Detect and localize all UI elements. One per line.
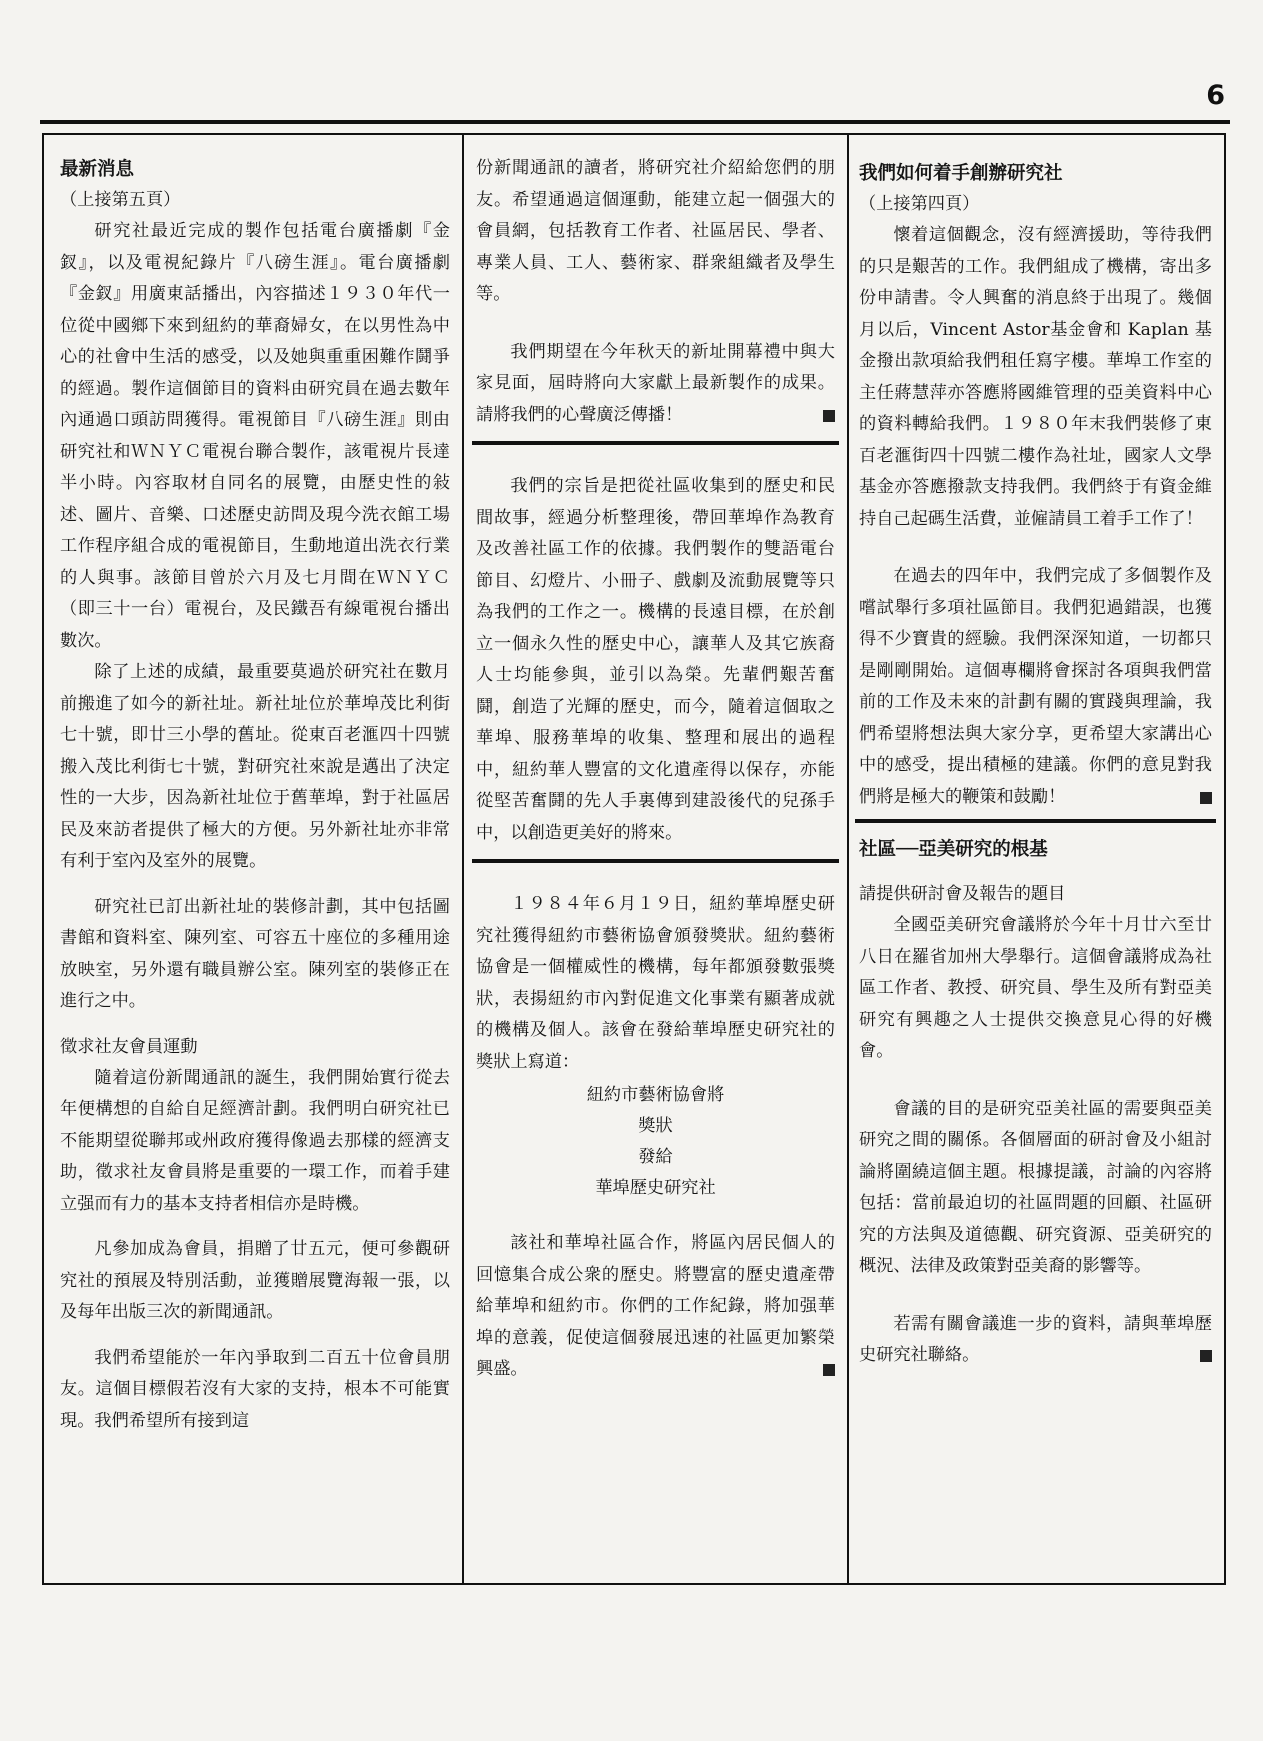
header-rule [40, 120, 1230, 124]
paragraph [476, 337, 835, 432]
paragraph: 我們的宗旨是把從社區收集到的歷史和民間故事，經過分析整理後，帶回華埠作為教育及改善社區工作的依據。我們製作的雙語電台節目、幻燈片、小冊子、戲劇及流動展覽等只為我們的工作之一。機構的長遠目標，在於創立一個永久性的歷史中心，讓華人及其它族裔人士均能參與，並引以為榮。先輩們艱苦奮鬪，創造了光輝的歷史，而今，隨着這個取之華埠、服務華埠的收集、整理和展出的過程中，紐約華人豐富的文化遺產得以保存，亦能從堅苦奮鬪的先人手裏傳到建設後代的兒孫手中，以創造更美好的將來。 [476, 476, 835, 843]
section-subhead: 徵求社友會員運動 [60, 1036, 198, 1057]
paragraph: １９８４年６月１９日，紐約華埠歷史研究社獲得紐約市藝術協會頒發獎狀。紐約藝術協會是一個權威性的機構，每年都頒發數張獎狀，表揚紐約市內對促進文化事業有顯著成就的機構及個人。該會在發給華埠歷史研究社的獎狀上寫道： [476, 894, 835, 1072]
section-rule [472, 441, 839, 445]
section-rule [855, 819, 1216, 823]
paragraph-text: 該社和華埠社區合作，將區內居民個人的回憶集合成公衆的歷史。將豐富的歷史遺產帶給華埠和紐約市。你們的工作紀錄，將加强華埠的意義，促使這個發展迅速的社區更加繁榮興盛。 [476, 1233, 835, 1379]
paragraph [476, 1228, 835, 1386]
award-line: 紐約市藝術協會將 [586, 1085, 725, 1105]
paragraph-text: 我們期望在今年秋天的新址開幕禮中與大家見面，屆時將向大家獻上最新製作的成果。請將我們的心聲廣泛傳播！ [476, 341, 835, 425]
paragraph [859, 561, 1212, 813]
award-citation [476, 1080, 835, 1204]
continued-note: （上接第五頁） [60, 190, 181, 210]
paragraph-text: 在過去的四年中，我們完成了多個製作及嚐試舉行多項社區節目。我們犯過錯誤，也獲得不少寶貴的經驗。我們深深知道，一切都只是剛剛開始。這個專欄將會探討各項與我們當前的工作及未來的計劃有關的實踐與理論，我們希望將想法與大家分享，更希望大家講出心中的感受，提出積極的建議。你們的意見對我們將是極大的鞭策和鼓勵！ [859, 566, 1212, 807]
section-subhead: 請提供研討會及報告的題目 [859, 884, 1066, 904]
continued-note: （上接第四頁） [859, 194, 980, 214]
article-title-conference: 社區──亞美研究的根基 [859, 839, 1048, 860]
article-frame [42, 133, 1226, 1585]
end-mark-icon [823, 410, 835, 422]
column-3 [849, 135, 1224, 1583]
end-mark-icon [1200, 792, 1212, 804]
paragraph: 全國亞美研究會議將於今年十月廿六至廿八日在羅省加州大學舉行。這個會議將成為社區工作者、教授、研究員、學生及所有對亞美研究有興趣之人士提供交換意見心得的好機會。 [859, 915, 1212, 1061]
paragraph: 凡參加成為會員，捐贈了廿五元，便可參觀研究社的預展及特別活動，並獲贈展覽海報一張，以及每年出版三次的新聞通訊。 [60, 1239, 450, 1322]
paragraph: 隨着這份新聞通訊的誕生，我們開始實行從去年便構想的自給自足經濟計劃。我們明白研究社已不能期望從聯邦或州政府獲得像過去那樣的經濟支助，徵求社友會員將是重要的一環工作，而着手建立强而有力的基本支持者相信亦是時機。 [60, 1067, 450, 1214]
column-1 [44, 135, 464, 1583]
award-line: 發給 [638, 1147, 673, 1167]
paragraph: 份新聞通訊的讀者，將研究社介紹給您們的朋友。希望通過這個運動，能建立起一個强大的會員網，包括教育工作者、社區居民、學者、專業人員、工人、藝術家、群衆組織者及學生等。 [476, 158, 835, 304]
article-title-news: 最新消息 [60, 159, 135, 180]
paragraph: 懷着這個觀念，沒有經濟援助，等待我們的只是艱苦的工作。我們組成了機構，寄出多份申請書。令人興奮的消息終于出現了。幾個月以后，Vincent Astor基金會和 Kaplan 基金撥出款項給我們租任寫字樓。華埠工作室的主任蔣慧萍亦答應將國維管理的亞美資料中心的資料轉給我們。１９８０年末我們裝修了東百老滙街四十四號二樓作為社址，國家人文學基金亦答應撥款支持我們。我們終于有資金維持自己起碼生活費，並僱請員工着手工作了！ [859, 225, 1212, 529]
paragraph [859, 1309, 1212, 1372]
end-mark-icon [823, 1364, 835, 1376]
paragraph: 會議的目的是研究亞美社區的需要與亞美研究之間的關係。各個層面的研討會及小組討論將圍繞這個主題。根據提議，討論的內容將包括：當前最迫切的社區問題的回顧、社區研究的方法與及道德觀、研究資源、亞美研究的概況、法律及政策對亞美裔的影響等。 [859, 1098, 1212, 1276]
award-line: 獎狀 [638, 1116, 673, 1136]
paragraph: 研究社最近完成的製作包括電台廣播劇『金釵』，以及電視紀錄片『八磅生涯』。電台廣播劇『金釵』用廣東話播出，內容描述１９３０年代一位從中國鄉下來到紐約的華裔婦女，在以男性為中心的社會中生活的感受，以及她與重重困難作鬪爭的經過。製作這個節目的資料由研究員在過去數年內通過口頭訪問獲得。電視節目『八磅生涯』則由研究社和ＷＮＹＣ電視台聯合製作，該電視片長達半小時。內容取材自同名的展覽，由歷史性的敍述、圖片、音樂、口述歷史訪問及現今洗衣館工場工作程序組合成的電視節目，生動地道出洗衣行業的人與事。該節目曾於六月及七月間在ＷＮＹＣ（即三十一台）電視台，及民鐵吾有線電視台播出數次。 [60, 221, 450, 651]
column-2 [464, 135, 849, 1583]
end-mark-icon [1200, 1350, 1212, 1362]
paragraph: 研究社已訂出新社址的裝修計劃，其中包括圖書館和資料室、陳列室、可容五十座位的多種用途放映室，另外還有職員辦公室。陳列室的裝修正在進行之中。 [60, 896, 450, 1011]
paragraph: 我們希望能於一年內爭取到二百五十位會員朋友。這個目標假若沒有大家的支持，根本不可能實現。我們希望所有接到這 [60, 1347, 450, 1431]
article-title-founding: 我們如何着手創辦研究社 [859, 163, 1063, 184]
section-rule [472, 859, 839, 863]
page-number: 6 [1206, 80, 1225, 111]
paragraph-text: 若需有關會議進一步的資料，請與華埠歷史研究社聯絡。 [859, 1313, 1212, 1365]
award-line: 華埠歷史研究社 [595, 1178, 716, 1198]
paragraph: 除了上述的成績，最重要莫過於研究社在數月前搬進了如今的新社址。新社址位於華埠茂比利街七十號，即廿三小學的舊址。從東百老滙四十四號搬入茂比利街七十號，對研究社來說是邁出了決定性的一大步，因為新社址位于舊華埠，對于社區居民及來訪者提供了極大的方便。另外新社址亦非常有利于室內及室外的展覽。 [60, 662, 450, 871]
